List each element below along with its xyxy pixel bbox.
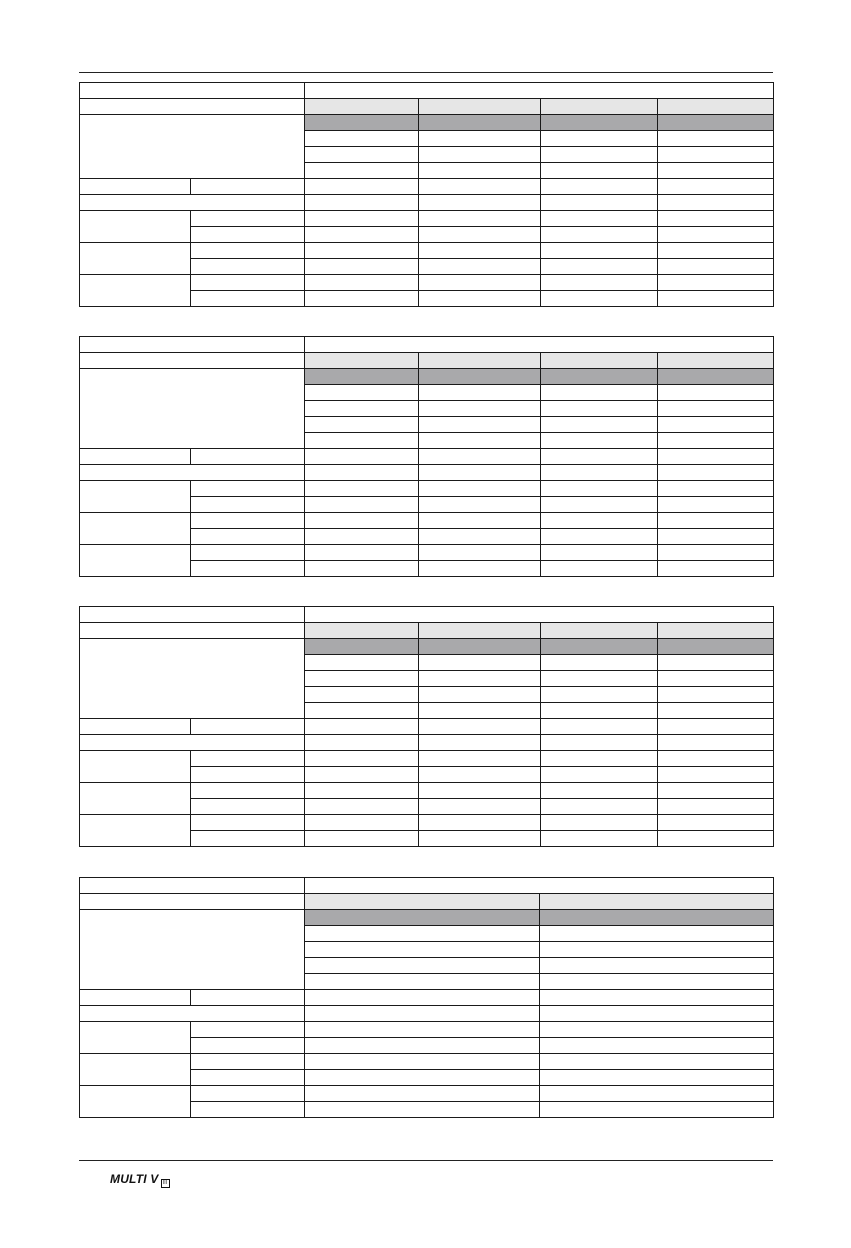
pair-label <box>80 243 191 275</box>
table-row <box>80 894 774 910</box>
value-cell <box>541 703 658 719</box>
value-cell <box>541 259 658 275</box>
table-row <box>80 815 774 831</box>
value-cell <box>419 243 541 259</box>
value-cell <box>541 433 658 449</box>
value-cell <box>541 211 658 227</box>
value-cell <box>305 735 419 751</box>
value-cell <box>305 751 419 767</box>
value-cell <box>541 163 658 179</box>
value-cell <box>658 815 774 831</box>
value-cell <box>419 497 541 513</box>
row-sublabel <box>191 497 305 513</box>
value-cell <box>658 417 774 433</box>
value-cell <box>305 910 540 926</box>
value-cell <box>305 958 540 974</box>
value-cell <box>305 195 419 211</box>
value-cell <box>658 639 774 655</box>
value-cell <box>540 1086 774 1102</box>
row-sublabel <box>191 179 305 195</box>
value-cell <box>419 751 541 767</box>
value-cell <box>305 449 419 465</box>
value-cell <box>658 131 774 147</box>
value-cell <box>658 291 774 307</box>
value-cell <box>658 449 774 465</box>
value-cell <box>419 465 541 481</box>
row-sublabel <box>191 1070 305 1086</box>
value-cell <box>658 497 774 513</box>
value-cell <box>541 99 658 115</box>
value-cell <box>541 719 658 735</box>
value-cell <box>658 735 774 751</box>
value-cell <box>540 1102 774 1118</box>
row-sublabel <box>191 719 305 735</box>
value-cell <box>658 401 774 417</box>
value-cell <box>305 163 419 179</box>
value-cell <box>305 1038 540 1054</box>
table-row <box>80 783 774 799</box>
value-cell <box>419 815 541 831</box>
footer-rule <box>79 1160 773 1161</box>
value-cell <box>541 735 658 751</box>
row-sublabel <box>191 545 305 561</box>
value-cell <box>305 417 419 433</box>
value-cell <box>419 703 541 719</box>
table-row <box>80 195 774 211</box>
value-cell <box>658 831 774 847</box>
row-sublabel <box>191 831 305 847</box>
value-cell <box>419 545 541 561</box>
row-label <box>80 353 305 369</box>
table-row <box>80 353 774 369</box>
value-cell <box>305 481 419 497</box>
value-cell <box>540 894 774 910</box>
value-cell <box>419 99 541 115</box>
value-cell <box>541 481 658 497</box>
value-cell <box>541 195 658 211</box>
value-cell <box>305 942 540 958</box>
row-label <box>80 894 305 910</box>
table-title-value <box>305 337 774 353</box>
value-cell <box>541 639 658 655</box>
table-row <box>80 623 774 639</box>
value-cell <box>419 417 541 433</box>
table-row <box>80 211 774 227</box>
value-cell <box>305 545 419 561</box>
value-cell <box>419 767 541 783</box>
value-cell <box>540 990 774 1006</box>
value-cell <box>658 623 774 639</box>
row-label <box>80 465 305 481</box>
value-cell <box>540 910 774 926</box>
value-cell <box>305 179 419 195</box>
table-title-label <box>80 607 305 623</box>
table-row <box>80 513 774 529</box>
value-cell <box>305 1006 540 1022</box>
row-label <box>80 449 191 465</box>
value-cell <box>305 831 419 847</box>
value-cell <box>305 497 419 513</box>
row-sublabel <box>191 783 305 799</box>
table-title-label <box>80 83 305 99</box>
row-sublabel <box>191 799 305 815</box>
value-cell <box>305 719 419 735</box>
value-cell <box>419 163 541 179</box>
table-title-label <box>80 337 305 353</box>
value-cell <box>305 926 540 942</box>
value-cell <box>658 179 774 195</box>
row-sublabel <box>191 1038 305 1054</box>
row-sublabel <box>191 990 305 1006</box>
value-cell <box>419 687 541 703</box>
row-sublabel <box>191 243 305 259</box>
row-sublabel <box>191 227 305 243</box>
value-cell <box>541 275 658 291</box>
value-cell <box>541 291 658 307</box>
value-cell <box>658 353 774 369</box>
value-cell <box>305 561 419 577</box>
value-cell <box>305 259 419 275</box>
value-cell <box>305 513 419 529</box>
table-row <box>80 449 774 465</box>
value-cell <box>419 353 541 369</box>
value-cell <box>541 401 658 417</box>
row-sublabel <box>191 513 305 529</box>
pair-label <box>80 275 191 307</box>
group-label <box>80 369 305 449</box>
value-cell <box>541 497 658 513</box>
value-cell <box>658 703 774 719</box>
table-title-value <box>305 878 774 894</box>
value-cell <box>658 655 774 671</box>
value-cell <box>305 623 419 639</box>
value-cell <box>658 671 774 687</box>
value-cell <box>419 671 541 687</box>
value-cell <box>541 751 658 767</box>
table-title-value <box>305 607 774 623</box>
row-sublabel <box>191 1022 305 1038</box>
value-cell <box>540 974 774 990</box>
row-sublabel <box>191 259 305 275</box>
value-cell <box>658 751 774 767</box>
value-cell <box>541 115 658 131</box>
row-sublabel <box>191 529 305 545</box>
value-cell <box>419 115 541 131</box>
table-row <box>80 337 774 353</box>
pair-label <box>80 1086 191 1118</box>
table-row <box>80 83 774 99</box>
value-cell <box>541 671 658 687</box>
value-cell <box>540 1070 774 1086</box>
value-cell <box>658 369 774 385</box>
spec-table-2 <box>79 336 774 577</box>
row-sublabel <box>191 1102 305 1118</box>
value-cell <box>541 623 658 639</box>
value-cell <box>305 131 419 147</box>
table-row <box>80 369 774 385</box>
table-row <box>80 115 774 131</box>
table-row <box>80 719 774 735</box>
row-sublabel <box>191 211 305 227</box>
value-cell <box>541 815 658 831</box>
value-cell <box>419 227 541 243</box>
group-label <box>80 115 305 179</box>
value-cell <box>658 561 774 577</box>
row-label <box>80 623 305 639</box>
value-cell <box>419 639 541 655</box>
table-row <box>80 545 774 561</box>
spec-table-3 <box>79 606 774 847</box>
value-cell <box>419 831 541 847</box>
value-cell <box>419 179 541 195</box>
value-cell <box>305 385 419 401</box>
value-cell <box>305 990 540 1006</box>
value-cell <box>419 481 541 497</box>
value-cell <box>658 529 774 545</box>
pair-label <box>80 783 191 815</box>
value-cell <box>540 1006 774 1022</box>
pair-label <box>80 481 191 513</box>
table-row <box>80 1086 774 1102</box>
value-cell <box>305 1086 540 1102</box>
value-cell <box>540 926 774 942</box>
table-row <box>80 878 774 894</box>
table-row <box>80 910 774 926</box>
table-row <box>80 465 774 481</box>
value-cell <box>305 1102 540 1118</box>
table-row <box>80 99 774 115</box>
row-label <box>80 719 191 735</box>
pair-label <box>80 1022 191 1054</box>
value-cell <box>658 195 774 211</box>
value-cell <box>419 291 541 307</box>
value-cell <box>419 211 541 227</box>
row-sublabel <box>191 561 305 577</box>
value-cell <box>419 259 541 275</box>
value-cell <box>540 942 774 958</box>
table-row <box>80 179 774 195</box>
value-cell <box>419 195 541 211</box>
row-label <box>80 195 305 211</box>
value-cell <box>658 163 774 179</box>
spec-table-1 <box>79 82 774 307</box>
row-sublabel <box>191 291 305 307</box>
value-cell <box>305 799 419 815</box>
table-row <box>80 990 774 1006</box>
value-cell <box>305 227 419 243</box>
value-cell <box>419 783 541 799</box>
value-cell <box>541 799 658 815</box>
value-cell <box>541 385 658 401</box>
value-cell <box>658 465 774 481</box>
value-cell <box>305 147 419 163</box>
pair-label <box>80 1054 191 1086</box>
value-cell <box>305 211 419 227</box>
logo-wordmark: MULTI V <box>110 1172 159 1186</box>
pair-label <box>80 211 191 243</box>
pair-label <box>80 545 191 577</box>
value-cell <box>305 767 419 783</box>
row-label <box>80 99 305 115</box>
table-title-label <box>80 878 305 894</box>
pair-label <box>80 513 191 545</box>
pair-label <box>80 751 191 783</box>
value-cell <box>305 1070 540 1086</box>
logo-badge: III <box>161 1179 170 1188</box>
value-cell <box>419 369 541 385</box>
value-cell <box>419 385 541 401</box>
value-cell <box>305 815 419 831</box>
value-cell <box>419 719 541 735</box>
value-cell <box>541 687 658 703</box>
value-cell <box>305 369 419 385</box>
value-cell <box>658 687 774 703</box>
table-row <box>80 1006 774 1022</box>
value-cell <box>541 655 658 671</box>
value-cell <box>419 433 541 449</box>
value-cell <box>541 147 658 163</box>
value-cell <box>540 958 774 974</box>
table-row <box>80 639 774 655</box>
value-cell <box>658 385 774 401</box>
value-cell <box>658 767 774 783</box>
value-cell <box>419 131 541 147</box>
value-cell <box>658 259 774 275</box>
value-cell <box>305 671 419 687</box>
row-sublabel <box>191 751 305 767</box>
value-cell <box>658 799 774 815</box>
value-cell <box>305 783 419 799</box>
value-cell <box>540 1054 774 1070</box>
row-label <box>80 735 305 751</box>
spec-table-4 <box>79 877 774 1118</box>
value-cell <box>305 529 419 545</box>
value-cell <box>305 243 419 259</box>
value-cell <box>305 115 419 131</box>
value-cell <box>419 401 541 417</box>
table-row <box>80 751 774 767</box>
value-cell <box>658 227 774 243</box>
value-cell <box>419 655 541 671</box>
value-cell <box>419 799 541 815</box>
value-cell <box>305 433 419 449</box>
value-cell <box>658 115 774 131</box>
value-cell <box>658 719 774 735</box>
table-row <box>80 275 774 291</box>
value-cell <box>419 275 541 291</box>
value-cell <box>658 433 774 449</box>
value-cell <box>541 179 658 195</box>
value-cell <box>305 353 419 369</box>
value-cell <box>541 783 658 799</box>
value-cell <box>305 703 419 719</box>
value-cell <box>541 513 658 529</box>
value-cell <box>541 243 658 259</box>
value-cell <box>419 529 541 545</box>
value-cell <box>658 99 774 115</box>
value-cell <box>541 417 658 433</box>
value-cell <box>305 99 419 115</box>
value-cell <box>541 353 658 369</box>
value-cell <box>419 449 541 465</box>
row-sublabel <box>191 1054 305 1070</box>
pair-label <box>80 815 191 847</box>
value-cell <box>419 623 541 639</box>
row-label <box>80 1006 305 1022</box>
value-cell <box>305 1022 540 1038</box>
group-label <box>80 639 305 719</box>
value-cell <box>658 513 774 529</box>
value-cell <box>305 655 419 671</box>
value-cell <box>658 243 774 259</box>
value-cell <box>541 529 658 545</box>
value-cell <box>305 687 419 703</box>
row-sublabel <box>191 767 305 783</box>
value-cell <box>305 974 540 990</box>
group-label <box>80 910 305 990</box>
table-title-value <box>305 83 774 99</box>
value-cell <box>419 513 541 529</box>
value-cell <box>305 639 419 655</box>
value-cell <box>658 481 774 497</box>
value-cell <box>305 291 419 307</box>
value-cell <box>305 401 419 417</box>
row-sublabel <box>191 815 305 831</box>
value-cell <box>540 1038 774 1054</box>
value-cell <box>419 735 541 751</box>
row-sublabel <box>191 449 305 465</box>
row-label <box>80 179 191 195</box>
row-sublabel <box>191 1086 305 1102</box>
table-row <box>80 243 774 259</box>
row-sublabel <box>191 275 305 291</box>
value-cell <box>541 545 658 561</box>
value-cell <box>540 1022 774 1038</box>
value-cell <box>305 465 419 481</box>
value-cell <box>305 275 419 291</box>
value-cell <box>419 147 541 163</box>
value-cell <box>658 783 774 799</box>
value-cell <box>541 131 658 147</box>
value-cell <box>541 227 658 243</box>
table-row <box>80 607 774 623</box>
table-row <box>80 1054 774 1070</box>
value-cell <box>658 147 774 163</box>
value-cell <box>541 449 658 465</box>
table-row <box>80 481 774 497</box>
value-cell <box>541 465 658 481</box>
header-rule <box>79 72 773 73</box>
table-row <box>80 735 774 751</box>
value-cell <box>419 561 541 577</box>
value-cell <box>658 545 774 561</box>
row-label <box>80 990 191 1006</box>
value-cell <box>541 831 658 847</box>
value-cell <box>541 767 658 783</box>
value-cell <box>305 894 540 910</box>
row-sublabel <box>191 481 305 497</box>
value-cell <box>541 369 658 385</box>
value-cell <box>305 1054 540 1070</box>
multi-v-logo <box>110 1172 170 1186</box>
table-row <box>80 1022 774 1038</box>
value-cell <box>658 275 774 291</box>
value-cell <box>658 211 774 227</box>
value-cell <box>541 561 658 577</box>
